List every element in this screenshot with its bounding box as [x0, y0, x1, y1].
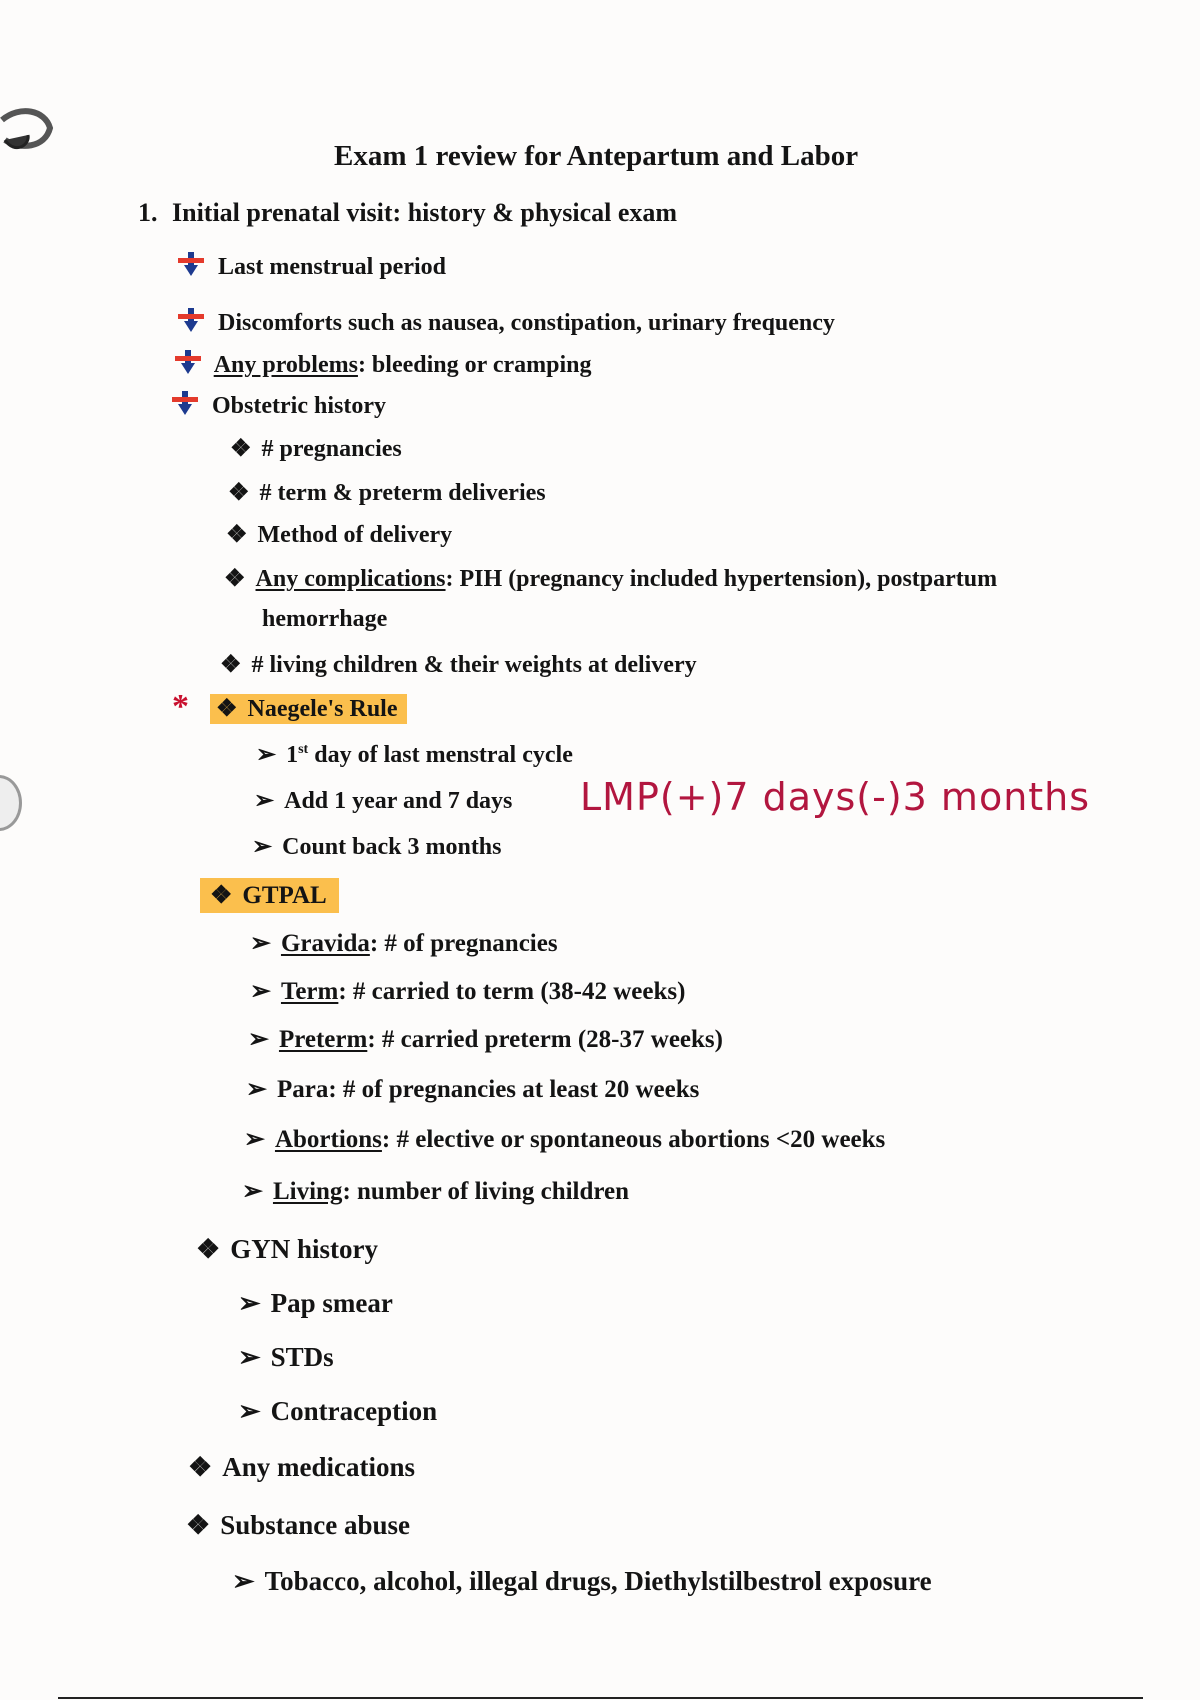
list-item [252, 832, 502, 861]
list-item [226, 520, 452, 549]
gtpal-para: Para: # of pregnancies at least 20 weeks [276, 1076, 700, 1103]
four-diamond-icon: ❖ [216, 696, 238, 722]
chevron-right-icon: ➢ [238, 1288, 261, 1318]
list-item [178, 308, 835, 337]
gtpal-preterm-text: : # carried preterm (28-37 weeks) [367, 1026, 723, 1053]
naegele-item3: Count back 3 months [282, 834, 502, 860]
section-number: 1. [138, 198, 158, 227]
binder-hole [0, 775, 22, 831]
substance-detail: Tobacco, alcohol, illegal drugs, Diethylstilbestrol exposure [264, 1566, 932, 1596]
four-diamond-icon: ❖ [228, 480, 250, 506]
obstetric-complications-text: : PIH (pregnancy included hypertension), postpartum [445, 566, 998, 592]
list-item [244, 1124, 885, 1154]
chevron-right-icon: ➢ [238, 1342, 261, 1372]
hand-point-down-icon [178, 308, 206, 334]
naegele-heading [210, 694, 407, 723]
gtpal-living-label: Living [272, 1178, 343, 1205]
gtpal-term-label: Term [280, 978, 339, 1005]
chevron-right-icon: ➢ [232, 1566, 255, 1596]
obstetric-method: Method of delivery [257, 522, 453, 548]
list-item [228, 478, 546, 507]
list-item [220, 650, 697, 679]
chevron-right-icon: ➢ [254, 788, 275, 814]
four-diamond-icon: ❖ [186, 1510, 211, 1540]
gyn-contraception: Contraception [270, 1396, 438, 1426]
history-lmp: Last menstrual period [218, 254, 446, 280]
gyn-stds: STDs [270, 1342, 334, 1372]
gyn-pap: Pap smear [270, 1288, 393, 1318]
obstetric-pregnancies: # pregnancies [261, 436, 402, 462]
chevron-right-icon: ➢ [244, 1126, 265, 1153]
section-label: Initial prenatal visit: history & physical exam [172, 198, 678, 227]
binder-clip-icon [0, 100, 60, 190]
page-title: Exam 1 review for Antepartum and Labor [334, 140, 859, 172]
list-item [230, 434, 402, 463]
gtpal-preterm-label: Preterm [278, 1026, 368, 1053]
chevron-right-icon: ➢ [252, 834, 273, 860]
chevron-right-icon: ➢ [238, 1396, 261, 1426]
list-item [250, 928, 558, 958]
list-item [242, 1176, 629, 1206]
hand-point-down-icon [172, 391, 200, 417]
handwritten-note: LMP(+)7 days(-)3 months [580, 775, 1091, 819]
medications-label: Any medications [222, 1452, 415, 1482]
chevron-right-icon: ➢ [248, 1026, 269, 1053]
bottom-divider [58, 1697, 1143, 1699]
obstetric-living: # living children & their weights at delivery [251, 652, 697, 678]
chevron-right-icon: ➢ [256, 742, 277, 768]
four-diamond-icon: ❖ [196, 1234, 221, 1264]
naegele-item1-number: 1 [286, 742, 299, 768]
four-diamond-icon: ❖ [230, 436, 252, 462]
four-diamond-icon: ❖ [226, 522, 248, 548]
history-obstetric: Obstetric history [212, 393, 386, 419]
obstetric-complications-cont: hemorrhage [262, 606, 388, 632]
naegele-label: Naegele's Rule [247, 696, 398, 722]
four-diamond-icon: ❖ [188, 1452, 213, 1482]
chevron-right-icon: ➢ [246, 1076, 267, 1103]
list-item [172, 391, 386, 420]
four-diamond-icon: ❖ [224, 566, 246, 592]
hand-point-down-icon [175, 350, 203, 376]
gyn-label: GYN history [230, 1234, 378, 1264]
naegele-item2: Add 1 year and 7 days [284, 788, 513, 814]
substance-label: Substance abuse [220, 1510, 411, 1540]
hand-point-down-icon [178, 252, 206, 278]
history-problems-label: Any problems [213, 352, 358, 378]
chevron-right-icon: ➢ [242, 1178, 263, 1205]
gtpal-gravida-label: Gravida [280, 930, 370, 957]
gtpal-abortions-text: : # elective or spontaneous abortions <20 weeks [381, 1126, 886, 1153]
section-heading [138, 198, 677, 228]
history-problems-text: : bleeding or cramping [357, 352, 592, 378]
gtpal-heading [200, 880, 339, 910]
list-item [248, 1024, 723, 1054]
chevron-right-icon: ➢ [250, 930, 271, 957]
obstetric-term-preterm: # term & preterm deliveries [259, 480, 546, 506]
list-item [246, 1074, 699, 1104]
list-item [238, 1342, 334, 1373]
list-item [186, 1510, 410, 1541]
gtpal-abortions-label: Abortions [274, 1126, 382, 1153]
list-item [232, 1566, 932, 1597]
list-item [178, 252, 446, 281]
list-item [188, 1452, 415, 1483]
list-item [238, 1396, 437, 1427]
list-item [256, 740, 573, 769]
list-item [250, 976, 685, 1006]
list-item [175, 350, 592, 379]
gtpal-gravida-text: : # of pregnancies [369, 930, 558, 957]
gtpal-term-text: : # carried to term (38-42 weeks) [338, 978, 686, 1005]
gtpal-living-text: : number of living children [342, 1178, 630, 1205]
gtpal-label: GTPAL [242, 882, 327, 909]
star-mark: * [172, 688, 189, 725]
four-diamond-icon: ❖ [220, 652, 242, 678]
list-item [238, 1288, 393, 1319]
list-item [224, 564, 997, 593]
list-item [196, 1234, 378, 1265]
naegele-item1-text: day of last menstral cycle [308, 742, 573, 768]
chevron-right-icon: ➢ [250, 978, 271, 1005]
history-discomforts: Discomforts such as nausea, constipation, urinary frequency [218, 310, 835, 336]
four-diamond-icon: ❖ [210, 882, 233, 909]
list-item [254, 786, 512, 815]
naegele-item1-sup: st [298, 742, 309, 757]
obstetric-complications-label: Any complications [255, 566, 446, 592]
